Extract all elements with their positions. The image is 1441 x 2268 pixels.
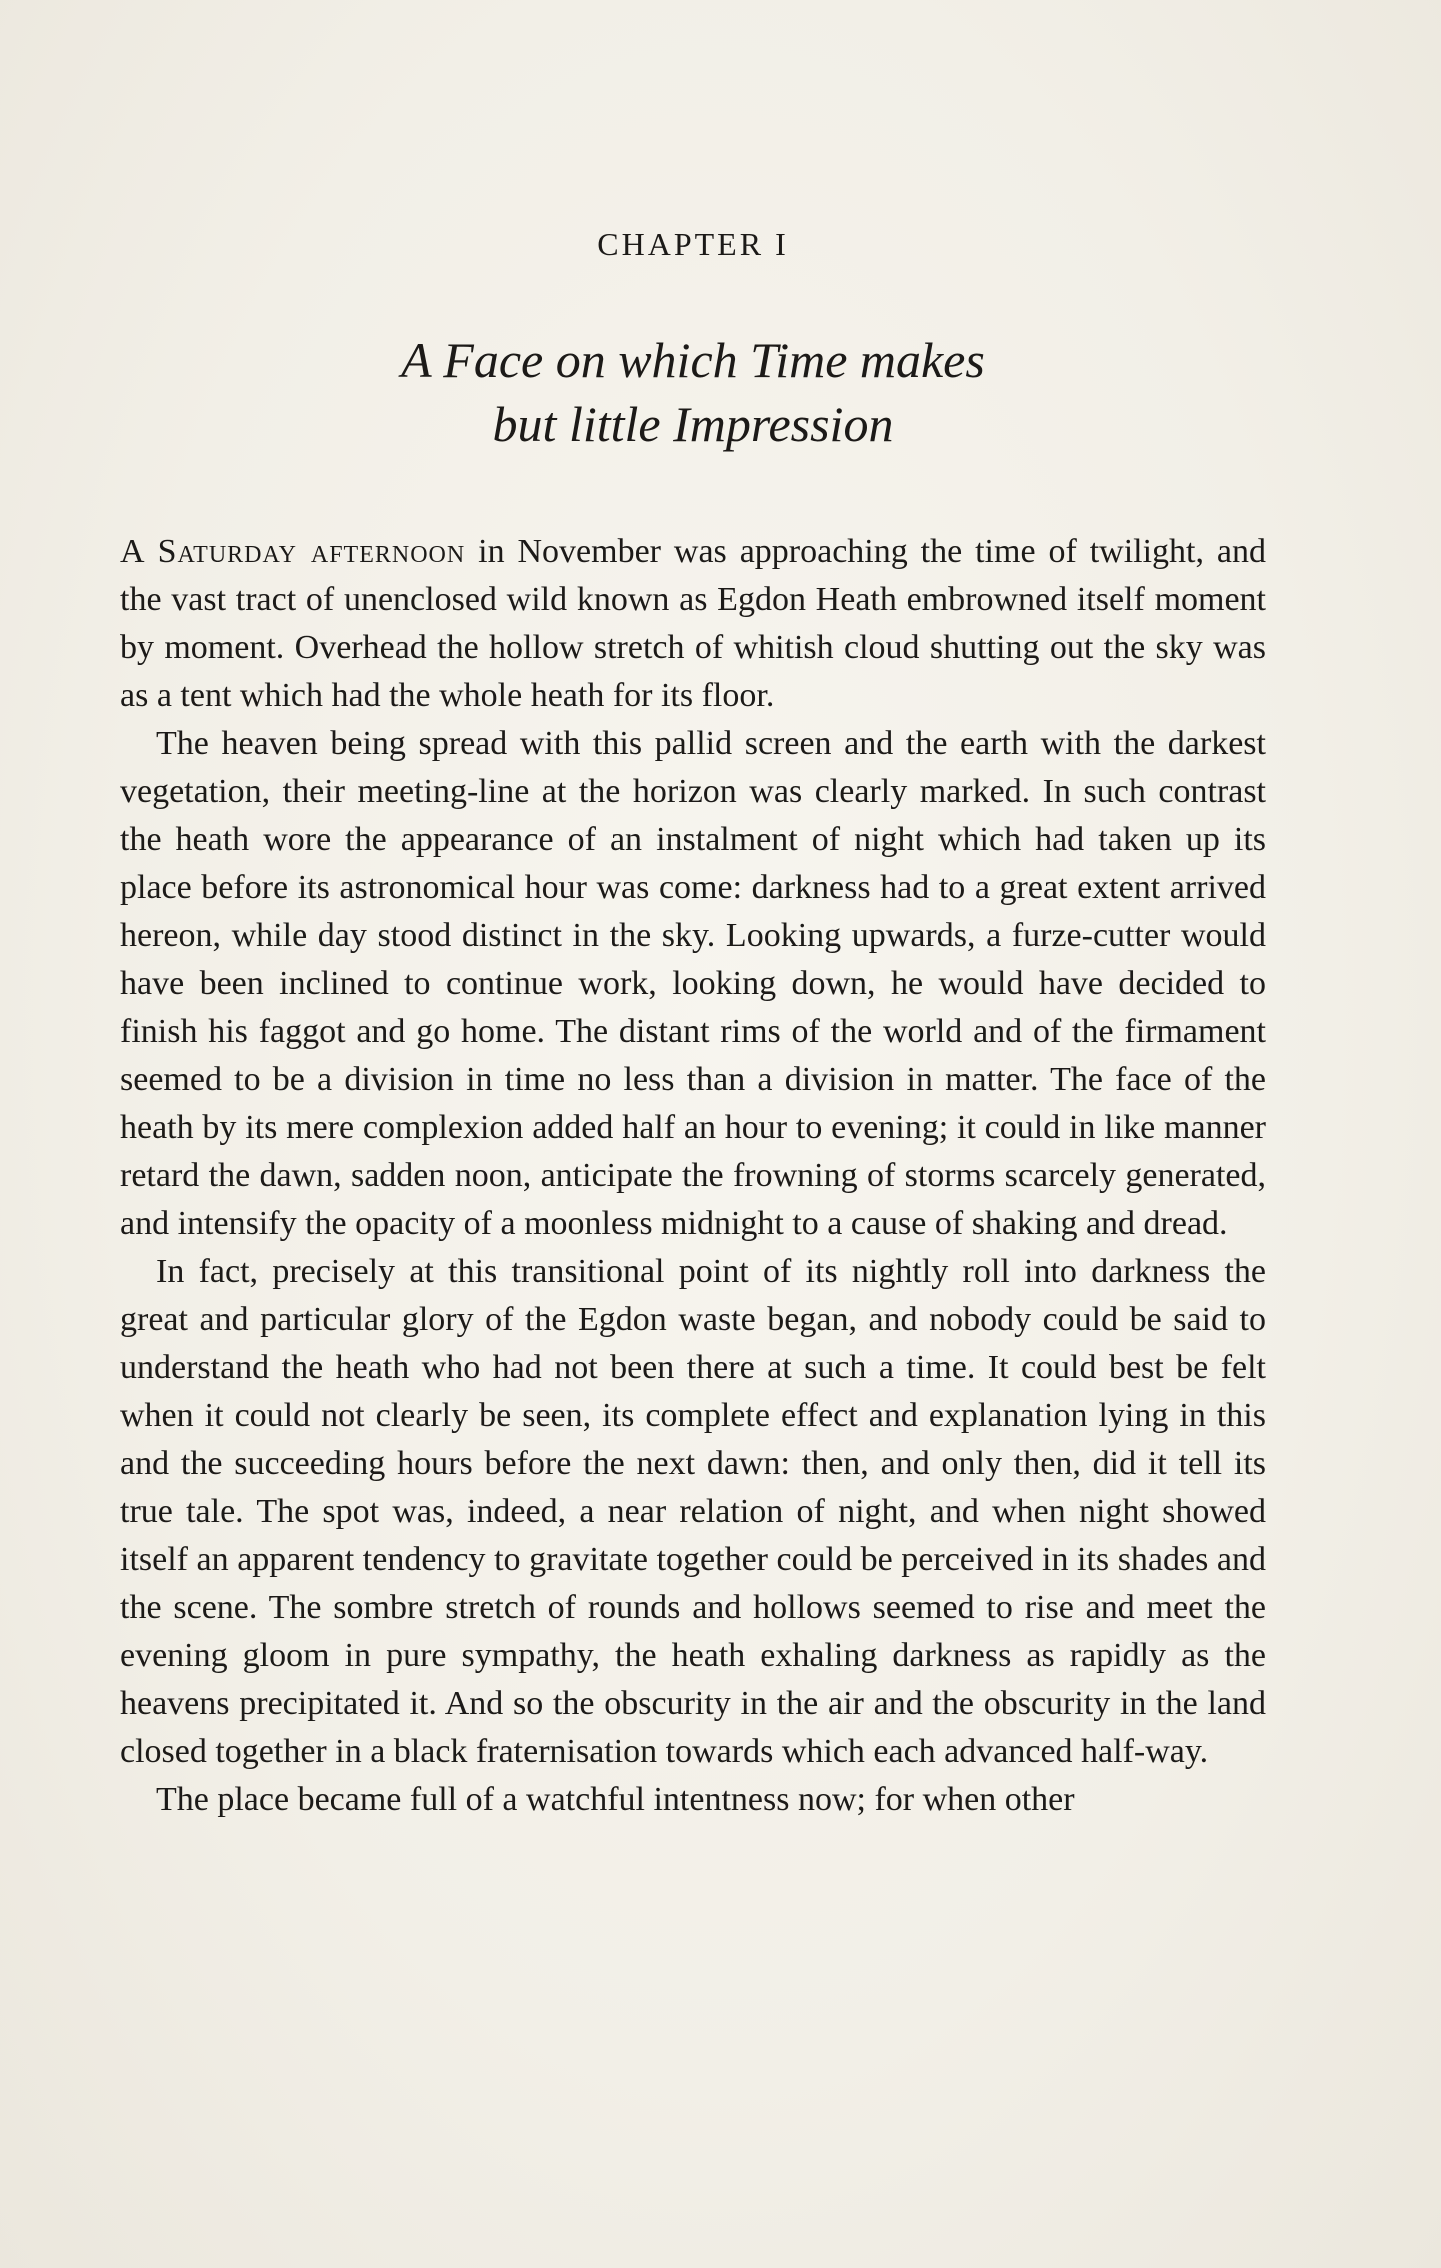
chapter-title [120,328,1266,456]
chapter-title-line-1: A Face on which Time makes [401,332,985,388]
paragraph-4: The place became full of a watchful intentness now; for when other [156,1781,1075,1818]
body-text [120,528,1266,1824]
chapter-title-line-2: but little Impression [492,396,894,452]
paragraph-1 [120,528,1266,720]
chapter-number: CHAPTER I [597,226,789,262]
paragraph-1-text: in November was approaching the time of twilight, and the vast tract of unenclosed wild known as Egdon Heath embrowned itself moment by moment. Overhead the hollow stretch of whitish cloud shutting out the sky was as a tent which had the whole heath for its floor. [120,533,1266,714]
paragraph-lead: A Saturday afternoon [120,533,466,570]
paragraph-2: The heaven being spread with this pallid screen and the earth with the darkest vegetation, their meeting-line at the horizon was clearly marked. In such contrast the heath wore the appearance of an instalment of night which had taken up its place before its astronomical hour was come: darkness had to a great extent arrived hereon, while day stood distinct in the sky. Looking upwards, a furze-cutter would have been inclined to continue work, looking down, he would have decided to finish his faggot and go home. The distant rims of the world and of the firmament seemed to be a division in time no less than a division in matter. The face of the heath by its mere complexion added half an hour to evening; it could in like manner retard the dawn, sadden noon, anticipate the frowning of storms scarcely generated, and intensify the opacity of a moonless midnight to a cause of shaking and dread. [120,725,1266,1242]
paragraph-3: In fact, precisely at this transitional point of its nightly roll into darkness the great and particular glory of the Egdon waste began, and nobody could be said to understand the heath who had not been there at such a time. It could best be felt when it could not clearly be seen, its complete effect and explanation lying in this and the succeeding hours before the next dawn: then, and only then, did it tell its true tale. The spot was, indeed, a near relation of night, and when night showed itself an apparent tendency to gravitate together could be perceived in its shades and the scene. The sombre stretch of rounds and hollows seemed to rise and meet the evening gloom in pure sympathy, the heath exhaling darkness as rapidly as the heavens precipitated it. And so the obscurity in the air and the obscurity in the land closed together in a black fraternisation towards which each advanced half-way. [120,1253,1266,1770]
